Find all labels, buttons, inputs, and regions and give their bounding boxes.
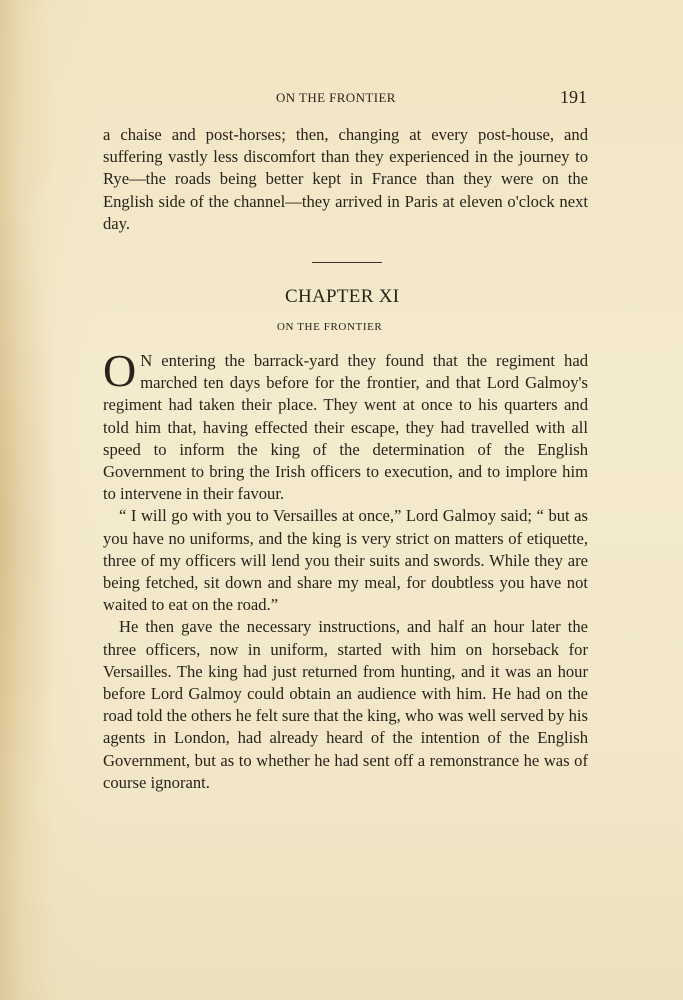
- drop-cap: O: [103, 345, 137, 396]
- continuation-paragraph: a chaise and post-horses; then, changing at every post-house, and suffering vastly less discomfort than they experienced in the journey to Rye—the roads being better kept in France than they were on the English side of the channel—they arrived in Paris at eleven o'clock next day.: [103, 125, 588, 233]
- chapter-subtitle: ON THE FRONTIER: [277, 321, 383, 333]
- chapter-body: [103, 345, 588, 794]
- running-title: ON THE FRONTIER: [276, 90, 396, 105]
- body-paragraph: “ I will go with you to Versailles at once,” Lord Galmoy said; “ but as you have no uniforms, and the king is very strict on matters of etiquette, three of my officers will lend you their suits and swords. While they are being fetched, sit down and share my meal, for doubtless you have not waited to eat on the road.”: [103, 506, 588, 615]
- page-stain: [0, 180, 60, 880]
- continuation-text: [103, 124, 588, 235]
- body-paragraph: He then gave the necessary instructions, and half an hour later the three officers, now in uniform, started with him on horseback for Versailles. The king had just returned from hunting, and it was an hour before Lord Galmoy could obtain an audience with him. He had on the road told the others he felt sure that the king, who was well served by his agents in London, had already heard of the intention of the English Government, but as to whether he had sent off a remonstrance he was of course ignorant.: [103, 617, 588, 792]
- page-number: 191: [560, 87, 587, 107]
- opening-paragraph: [103, 345, 588, 505]
- section-divider: [312, 262, 382, 263]
- chapter-title: CHAPTER XI: [285, 286, 400, 307]
- opening-paragraph-text: N entering the barrack-yard they found that the regiment had marched ten days before for the frontier, and that Lord Galmoy's regiment had taken their place. They went at once to his quarters and told him that, having effected their escape, they had travelled with all speed to inform the king of the determination of the English Government to bring the Irish officers to execution, and to implore him to intervene in their favour.: [103, 351, 588, 504]
